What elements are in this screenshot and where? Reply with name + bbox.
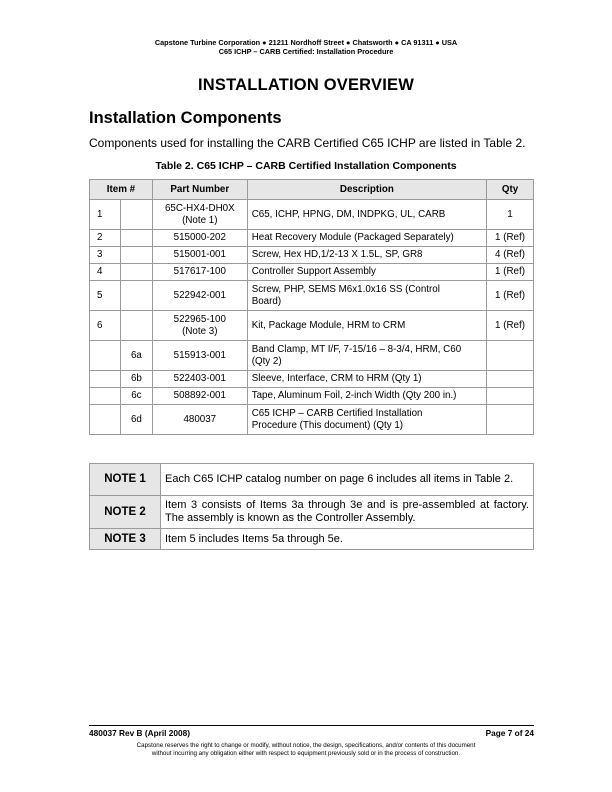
qty	[487, 371, 534, 388]
note-label: NOTE 2	[90, 496, 161, 529]
qty: 1 (Ref)	[487, 311, 534, 341]
item-number: 2	[90, 230, 121, 247]
part-number: 522403-001	[152, 371, 247, 388]
table-row	[90, 264, 534, 281]
note-label: NOTE 3	[90, 529, 161, 550]
qty: 4 (Ref)	[487, 247, 534, 264]
qty: 1 (Ref)	[487, 281, 534, 311]
part-number: 508892-001	[152, 388, 247, 405]
header-doc-line: C65 ICHP – CARB Certified: Installation Procedure	[218, 47, 394, 56]
part-number: 480037	[152, 405, 247, 435]
part-number-note: (Note 3)	[182, 325, 218, 337]
table-header-row	[90, 180, 534, 200]
description: Tape, Aluminum Foil, 2-inch Width (Qty 200 in.)	[247, 388, 486, 405]
note-row	[90, 464, 534, 496]
section-title: Installation Components	[89, 109, 282, 127]
description	[247, 200, 486, 230]
subitem-number	[120, 200, 152, 230]
part-number-note: (Note 1)	[182, 214, 218, 226]
table-row	[90, 230, 534, 247]
qty: 1	[487, 200, 534, 230]
qty	[487, 388, 534, 405]
qty: 1 (Ref)	[487, 264, 534, 281]
part-number: 515913-001	[152, 341, 247, 371]
description-line: C65, ICHP, HPNG, DM, INDPKG, UL, CARB	[251, 208, 446, 220]
footer-page-number: Page 7 of 24	[485, 728, 534, 738]
footer-doc-revision: 480037 Rev B (April 2008)	[89, 728, 191, 738]
description: Heat Recovery Module (Packaged Separately)	[247, 230, 486, 247]
part-number: 522942-001	[152, 281, 247, 311]
qty	[487, 341, 534, 371]
header-company-line: Capstone Turbine Corporation ● 21211 Nordhoff Street ● Chatsworth ● CA 91311 ● USA	[154, 38, 458, 47]
item-number: 4	[90, 264, 121, 281]
item-number: 5	[90, 281, 121, 311]
intro-paragraph: Components used for installing the CARB Certified C65 ICHP are listed in Table 2.	[89, 136, 526, 150]
part-number	[152, 311, 247, 341]
table-row	[90, 247, 534, 264]
col-header-description: Description	[247, 180, 486, 200]
description-line: Band Clamp, MT I/F, 7-15/16 – 8-3/4, HRM, C60	[251, 344, 462, 355]
subitem-number	[120, 264, 152, 281]
item-number: 3	[90, 247, 121, 264]
description-line: C65 ICHP – CARB Certified Installation	[251, 408, 423, 419]
description-line: Board)	[251, 295, 282, 307]
table-row	[90, 341, 534, 371]
description	[247, 405, 486, 435]
notes-table	[89, 463, 534, 550]
item-number: 1	[90, 200, 121, 230]
part-number: 517617-100	[152, 264, 247, 281]
disclaimer-line: Capstone reserves the right to change or modify, without notice, the design, specifications, and/or contents of this document	[136, 742, 476, 749]
qty	[487, 405, 534, 435]
description-line: Procedure (This document) (Qty 1)	[251, 419, 404, 431]
col-header-qty: Qty	[487, 180, 534, 200]
components-table	[89, 179, 534, 435]
disclaimer-line: without incurring any obligation either with respect to equipment previously sold or in the process of construction.	[151, 750, 461, 757]
note-label: NOTE 1	[90, 464, 161, 496]
footer-divider	[89, 725, 534, 726]
description-line: (Qty 2)	[251, 355, 282, 367]
description: Screw, Hex HD,1/2-13 X 1.5L, SP, GR8	[247, 247, 486, 264]
description: Controller Support Assembly	[247, 264, 486, 281]
note-row	[90, 496, 534, 529]
part-number	[152, 200, 247, 230]
col-header-part-number: Part Number	[152, 180, 247, 200]
subitem-number: 6d	[120, 405, 152, 435]
note-text: Item 5 includes Items 5a through 5e.	[161, 529, 534, 550]
subitem-number: 6c	[120, 388, 152, 405]
table-row	[90, 388, 534, 405]
col-header-item: Item #	[90, 180, 153, 200]
subitem-number: 6a	[120, 341, 152, 371]
part-number: 515001-001	[152, 247, 247, 264]
item-number	[90, 341, 121, 371]
subitem-number	[120, 311, 152, 341]
subitem-number: 6b	[120, 371, 152, 388]
subitem-number	[120, 281, 152, 311]
table-caption: Table 2. C65 ICHP – CARB Certified Installation Components	[155, 160, 457, 172]
item-number	[90, 371, 121, 388]
item-number	[90, 405, 121, 435]
description	[247, 341, 486, 371]
table-row	[90, 281, 534, 311]
table-row	[90, 405, 534, 435]
qty: 1 (Ref)	[487, 230, 534, 247]
table-row	[90, 311, 534, 341]
subitem-number	[120, 247, 152, 264]
part-number-line: 522965-100	[173, 314, 226, 325]
table-row	[90, 371, 534, 388]
subitem-number	[120, 230, 152, 247]
page-header	[0, 38, 612, 56]
footer-disclaimer	[0, 742, 612, 758]
item-number	[90, 388, 121, 405]
part-number: 515000-202	[152, 230, 247, 247]
description: Kit, Package Module, HRM to CRM	[247, 311, 486, 341]
table-row	[90, 200, 534, 230]
description: Sleeve, Interface, CRM to HRM (Qty 1)	[247, 371, 486, 388]
note-text: Item 3 consists of Items 3a through 3e and is pre-assembled at factory. The assembly is known as the Controller Assembly.	[161, 496, 534, 529]
description-line: Screw, PHP, SEMS M6x1.0x16 SS (Control	[251, 284, 440, 295]
part-number-line: 65C-HX4-DH0X	[164, 203, 235, 214]
note-text: Each C65 ICHP catalog number on page 6 includes all items in Table 2.	[161, 464, 534, 496]
page-title: INSTALLATION OVERVIEW	[198, 76, 414, 94]
item-number: 6	[90, 311, 121, 341]
note-row	[90, 529, 534, 550]
description	[247, 281, 486, 311]
